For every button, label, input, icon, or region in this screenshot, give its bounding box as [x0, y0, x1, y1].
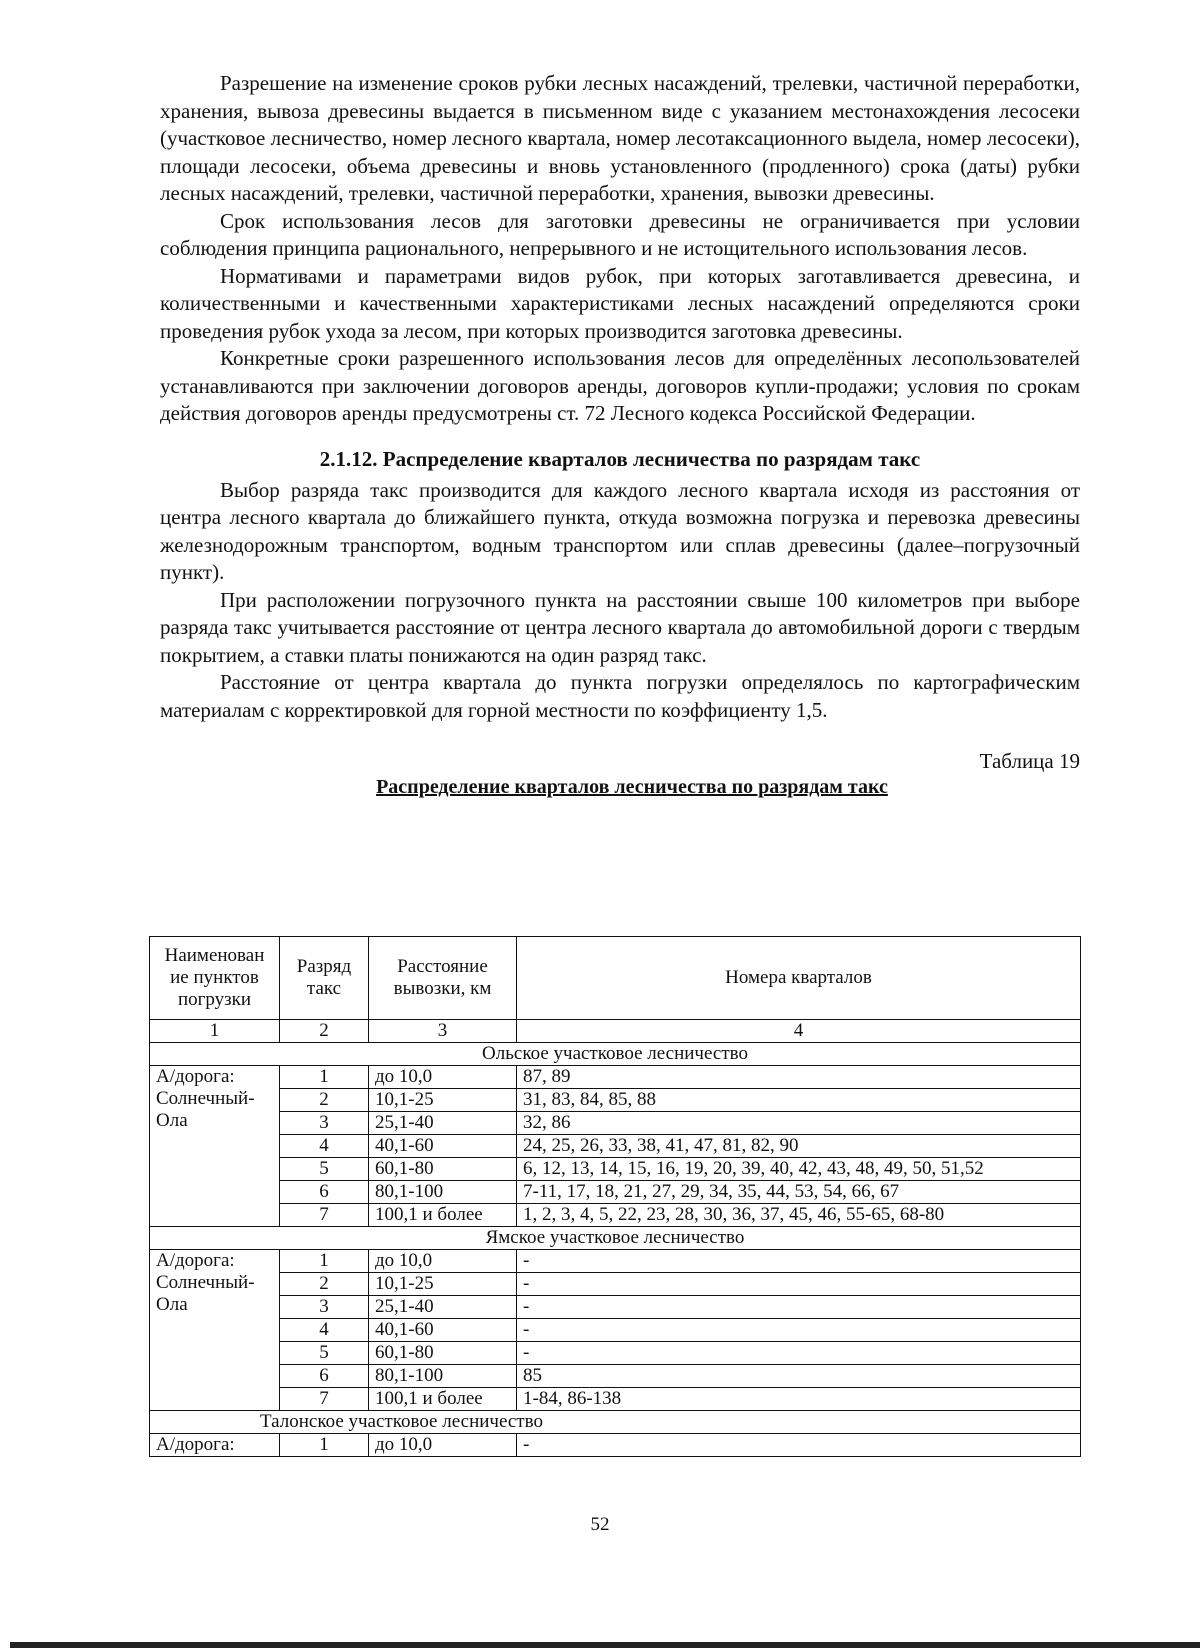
paragraph: Расстояние от центра квартала до пункта погрузки определялось по картографическим материалам с корректировкой для горной местности по коэффициенту 1,5.	[160, 670, 1080, 722]
table-caption: Таблица 19	[979, 749, 1080, 773]
distance-cell: 10,1-25	[369, 1089, 517, 1112]
bottom-rule	[10, 1642, 1200, 1648]
header-quarters: Номера кварталов	[517, 937, 1081, 1020]
quarters-cell: -	[517, 1273, 1081, 1296]
grade-cell: 6	[280, 1181, 369, 1204]
distance-cell: 25,1-40	[369, 1112, 517, 1135]
table-row	[150, 1434, 1081, 1457]
group-name: Ольское участковое лесничество	[150, 1043, 1081, 1066]
distance-cell: 25,1-40	[369, 1296, 517, 1319]
group-row	[150, 1227, 1081, 1250]
table-row	[150, 1066, 1081, 1089]
paragraph: Срок использования лесов для заготовки древесины не ограничивается при условии соблюдения принципа рационального, непрерывного и не истощительного использования лесов.	[160, 208, 1080, 260]
distance-cell: 100,1 и более	[369, 1204, 517, 1227]
table-row	[150, 1388, 1081, 1411]
header-distance: Расстояние вывозки, км	[369, 937, 517, 1020]
quarters-cell: -	[517, 1250, 1081, 1273]
distance-cell: 40,1-60	[369, 1135, 517, 1158]
grade-cell: 3	[280, 1112, 369, 1135]
quarters-cell: -	[517, 1319, 1081, 1342]
grade-cell: 4	[280, 1135, 369, 1158]
distance-cell: 40,1-60	[369, 1319, 517, 1342]
grade-cell: 4	[280, 1319, 369, 1342]
distance-cell: до 10,0	[369, 1066, 517, 1089]
quarters-cell: 85	[517, 1365, 1081, 1388]
group-row	[150, 1043, 1081, 1066]
page-content	[160, 70, 1080, 799]
index-cell: 2	[280, 1020, 369, 1043]
grade-cell: 2	[280, 1273, 369, 1296]
loading-point: А/дорога:	[150, 1434, 280, 1457]
header-grade: Разряд такс	[280, 937, 369, 1020]
grade-cell: 1	[280, 1250, 369, 1273]
loading-point: А/дорога: Солнечный-Ола	[150, 1250, 280, 1411]
table-row	[150, 1250, 1081, 1273]
loading-point: А/дорога: Солнечный-Ола	[150, 1066, 280, 1227]
group-name: Ямское участковое лесничество	[150, 1227, 1081, 1250]
paragraph: Нормативами и параметрами видов рубок, при которых заготавливается древесина, и количественными и качественными характеристиками лесных насаждений определяются сроки проведения рубок ухода за лесом, при которых производится заготовка древесины.	[160, 263, 1080, 343]
grade-cell: 5	[280, 1158, 369, 1181]
quarters-cell: -	[517, 1434, 1081, 1457]
quarters-cell: -	[517, 1342, 1081, 1365]
table-header-row	[150, 937, 1081, 1020]
section-title: 2.1.12. Распределение кварталов лесничества по разрядам такс	[319, 446, 921, 471]
quarters-cell: 7-11, 17, 18, 21, 27, 29, 34, 35, 44, 53, 54, 66, 67	[517, 1181, 1081, 1204]
paragraph: Выбор разряда такс производится для каждого лесного квартала исходя из расстояния от центра лесного квартала до ближайшего пункта, откуда возможна погрузка и перевозка древесины железнодорожным транспортом, водным транспортом или сплав древесины (далее–погрузочный пункт).	[160, 477, 1080, 584]
grade-cell: 1	[280, 1434, 369, 1457]
quarters-cell: 87, 89	[517, 1066, 1081, 1089]
table-row	[150, 1273, 1081, 1296]
distance-cell: 80,1-100	[369, 1181, 517, 1204]
grade-cell: 3	[280, 1296, 369, 1319]
grade-cell: 7	[280, 1204, 369, 1227]
group-row	[150, 1411, 1081, 1434]
paragraph: При расположении погрузочного пункта на расстоянии свыше 100 километров при выборе разряда такс учитывается расстояние от центра лесного квартала до автомобильной дороги с твердым покрытием, а ставки платы понижаются на один разряд такс.	[160, 587, 1080, 667]
quarters-cell: 1, 2, 3, 4, 5, 22, 23, 28, 30, 36, 37, 45, 46, 55-65, 68-80	[517, 1204, 1081, 1227]
index-cell: 3	[369, 1020, 517, 1043]
quarters-table	[149, 936, 1081, 1457]
table-row	[150, 1296, 1081, 1319]
table-row	[150, 1135, 1081, 1158]
table-row	[150, 1204, 1081, 1227]
grade-cell: 6	[280, 1365, 369, 1388]
header-point: Наименован ие пунктов погрузки	[150, 937, 280, 1020]
distance-cell: 100,1 и более	[369, 1388, 517, 1411]
index-cell: 4	[517, 1020, 1081, 1043]
paragraph: Конкретные сроки разрешенного использования лесов для определённых лесопользователей устанавливаются при заключении договоров аренды, договоров купли-продажи; условия по срокам действия договоров аренды предусмотрены ст. 72 Лесного кодекса Российской Федерации.	[160, 346, 1080, 425]
table-row	[150, 1342, 1081, 1365]
page-number: 52	[590, 1514, 610, 1535]
table-row	[150, 1112, 1081, 1135]
grade-cell: 5	[280, 1342, 369, 1365]
table-index-row	[150, 1020, 1081, 1043]
paragraph: Разрешение на изменение сроков рубки лесных насаждений, трелевки, частичной переработки, хранения, вывоза древесины выдается в письменном виде с указанием местонахождения лесосеки (участковое лесничество, номер лесного квартала, номер лесотаксационного выдела, номер лесосеки), площади лесосеки, объема древесины и вновь установленного (продленного) срока (даты) рубки лесных насаждений, трелевки, частичной переработки, хранения, вывозки древесины.	[160, 71, 1080, 205]
quarters-cell: 32, 86	[517, 1112, 1081, 1135]
distance-cell: до 10,0	[369, 1250, 517, 1273]
grade-cell: 2	[280, 1089, 369, 1112]
table-row	[150, 1089, 1081, 1112]
grade-cell: 1	[280, 1066, 369, 1089]
distance-cell: до 10,0	[369, 1434, 517, 1457]
table-row	[150, 1158, 1081, 1181]
quarters-cell: -	[517, 1296, 1081, 1319]
quarters-cell: 24, 25, 26, 33, 38, 41, 47, 81, 82, 90	[517, 1135, 1081, 1158]
table-row	[150, 1365, 1081, 1388]
distance-cell: 60,1-80	[369, 1158, 517, 1181]
quarters-cell: 31, 83, 84, 85, 88	[517, 1089, 1081, 1112]
table-row	[150, 1319, 1081, 1342]
distance-cell: 10,1-25	[369, 1273, 517, 1296]
quarters-cell: 1-84, 86-138	[517, 1388, 1081, 1411]
distance-cell: 80,1-100	[369, 1365, 517, 1388]
table-row	[150, 1181, 1081, 1204]
quarters-cell: 6, 12, 13, 14, 15, 16, 19, 20, 39, 40, 42, 43, 48, 49, 50, 51,52	[517, 1158, 1081, 1181]
index-cell: 1	[150, 1020, 280, 1043]
grade-cell: 7	[280, 1388, 369, 1411]
group-name: Талонское участковое лесничество	[150, 1411, 1081, 1434]
table-title: Распределение кварталов лесничества по разрядам такс	[376, 776, 888, 798]
distance-cell: 60,1-80	[369, 1342, 517, 1365]
